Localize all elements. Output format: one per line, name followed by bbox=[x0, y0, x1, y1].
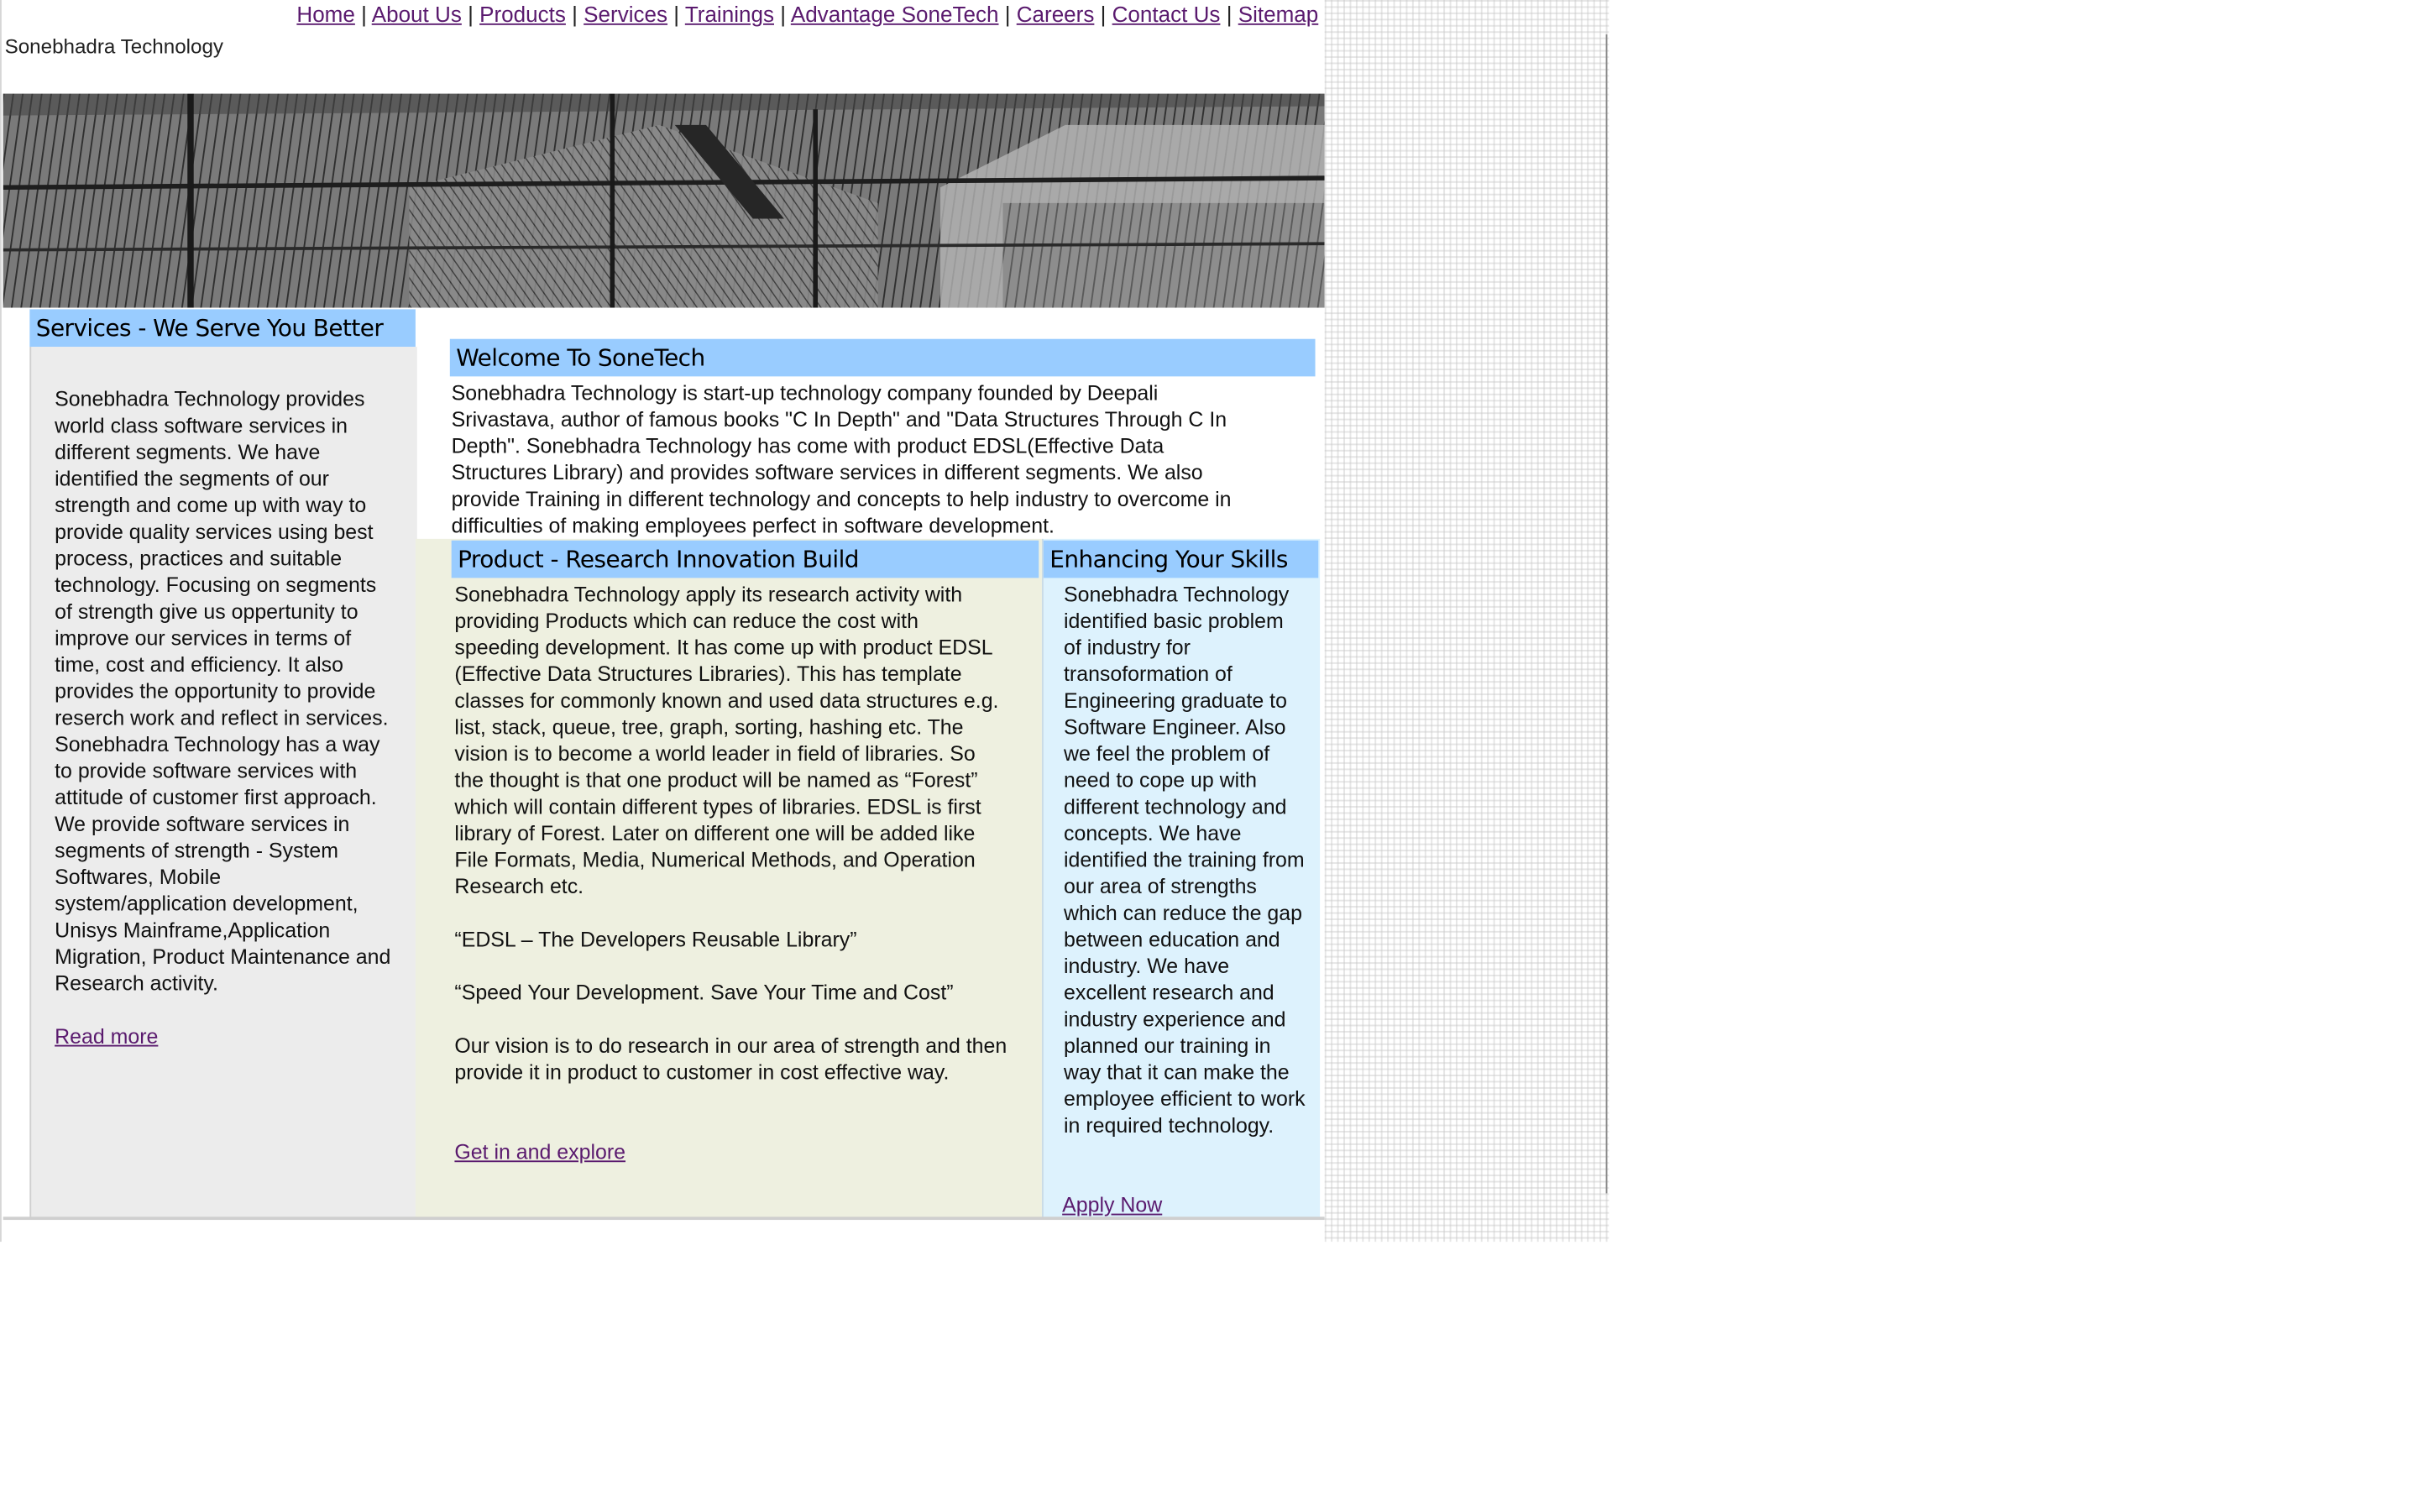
nav-about-us[interactable]: About Us bbox=[371, 1, 462, 27]
nav-separator: | bbox=[1094, 1, 1112, 27]
footer-divider bbox=[3, 1216, 1325, 1220]
product-heading: Product - Research Innovation Build bbox=[452, 541, 1039, 578]
nav-separator: | bbox=[354, 1, 372, 27]
skills-text: Sonebhadra Technology identified basic problem of industry for transoformation of Engineering graduate to Software Engineer. Also we feel the problem of need to cope up with different technology and concepts. We have identified the training from our area of strengths which can reduce the gap between education and industry. We have excellent research and industry experience and planned our training in way that it can make the employee efficient to work in required technology. bbox=[1064, 582, 1306, 1138]
welcome-heading: Welcome To SoneTech bbox=[450, 339, 1316, 377]
page-frame bbox=[0, 0, 1325, 1242]
get-in-and-explore-link[interactable]: Get in and explore bbox=[454, 1140, 626, 1164]
services-heading: Services - We Serve You Better bbox=[29, 309, 416, 347]
nav-separator: | bbox=[773, 1, 791, 27]
product-tagline-1: “EDSL – The Developers Reusable Library” bbox=[454, 928, 857, 952]
product-tagline-2: “Speed Your Development. Save Your Time and Cost” bbox=[454, 981, 954, 1005]
nav-services[interactable]: Services bbox=[584, 1, 668, 27]
nav-separator: | bbox=[998, 1, 1017, 27]
nav-separator: | bbox=[1220, 1, 1238, 27]
read-more-link[interactable]: Read more bbox=[55, 1024, 159, 1049]
page-edge-line bbox=[1606, 34, 1608, 1193]
services-text: Sonebhadra Technology provides world class software services in different segments. We have identified the segments of our strength and come up with way to provide quality services using best process, practices and suitable technology. Focusing on segments of strength give us oppertunity to improve our services in terms of time, cost and efficiency. It also provides the opportunity to provide reserch work and reflect in services. Sonebhadra Technology has a way to provide software services with attitude of customer first approach. We provide software services in segments of strength - System Softwares, Mobile system/application development, Unisys Mainframe,Application Migration, Product Maintenance and Research activity. bbox=[55, 387, 391, 996]
welcome-text: Sonebhadra Technology is start-up technology company founded by Deepali Srivastava, author of famous books "C In Depth" and "Data Structures Through C In Depth". Sonebhadra Technology has come with product EDSL(Effective Data Structures Library) and provides software services in different segments. We also provide Training in different technology and concepts to help industry to overcome in difficulties of making employees perfect in software development. bbox=[451, 380, 1232, 538]
nav-contact-us[interactable]: Contact Us bbox=[1112, 1, 1221, 27]
banner-image bbox=[3, 94, 1325, 308]
top-navigation bbox=[296, 2, 1318, 27]
skills-heading: Enhancing Your Skills bbox=[1044, 541, 1318, 578]
nav-separator: | bbox=[461, 1, 480, 27]
apply-now-link[interactable]: Apply Now bbox=[1062, 1193, 1163, 1217]
brand-name: Sonebhadra Technology bbox=[4, 34, 224, 58]
nav-trainings[interactable]: Trainings bbox=[684, 1, 774, 27]
nav-advantage-sonetech[interactable]: Advantage SoneTech bbox=[790, 1, 999, 27]
product-paragraph: Sonebhadra Technology apply its research activity with providing Products which can reduce the cost with speeding development. It has come up with product EDSL (Effective Data Structures Libraries). This has template classes for commonly known and used data structures e.g. list, stack, queue, tree, graph, sorting, hashing etc. The vision is to become a world leader in field of libraries. So the thought is that one product will be named as “Forest” which will contain different types of libraries. EDSL is first library of Forest. Later on different one will be added like File Formats, Media, Numerical Methods, and Operation Research etc. bbox=[454, 582, 999, 898]
background-pattern bbox=[1325, 0, 1609, 1242]
nav-separator: | bbox=[565, 1, 584, 27]
nav-sitemap[interactable]: Sitemap bbox=[1238, 1, 1319, 27]
nav-careers[interactable]: Careers bbox=[1016, 1, 1095, 27]
product-vision: Our vision is to do research in our area of strength and then provide it in product to customer in cost effective way. bbox=[454, 1033, 1008, 1085]
nav-products[interactable]: Products bbox=[479, 1, 566, 27]
product-text bbox=[454, 581, 1008, 1086]
nav-separator: | bbox=[667, 1, 685, 27]
nav-home[interactable]: Home bbox=[296, 1, 355, 27]
